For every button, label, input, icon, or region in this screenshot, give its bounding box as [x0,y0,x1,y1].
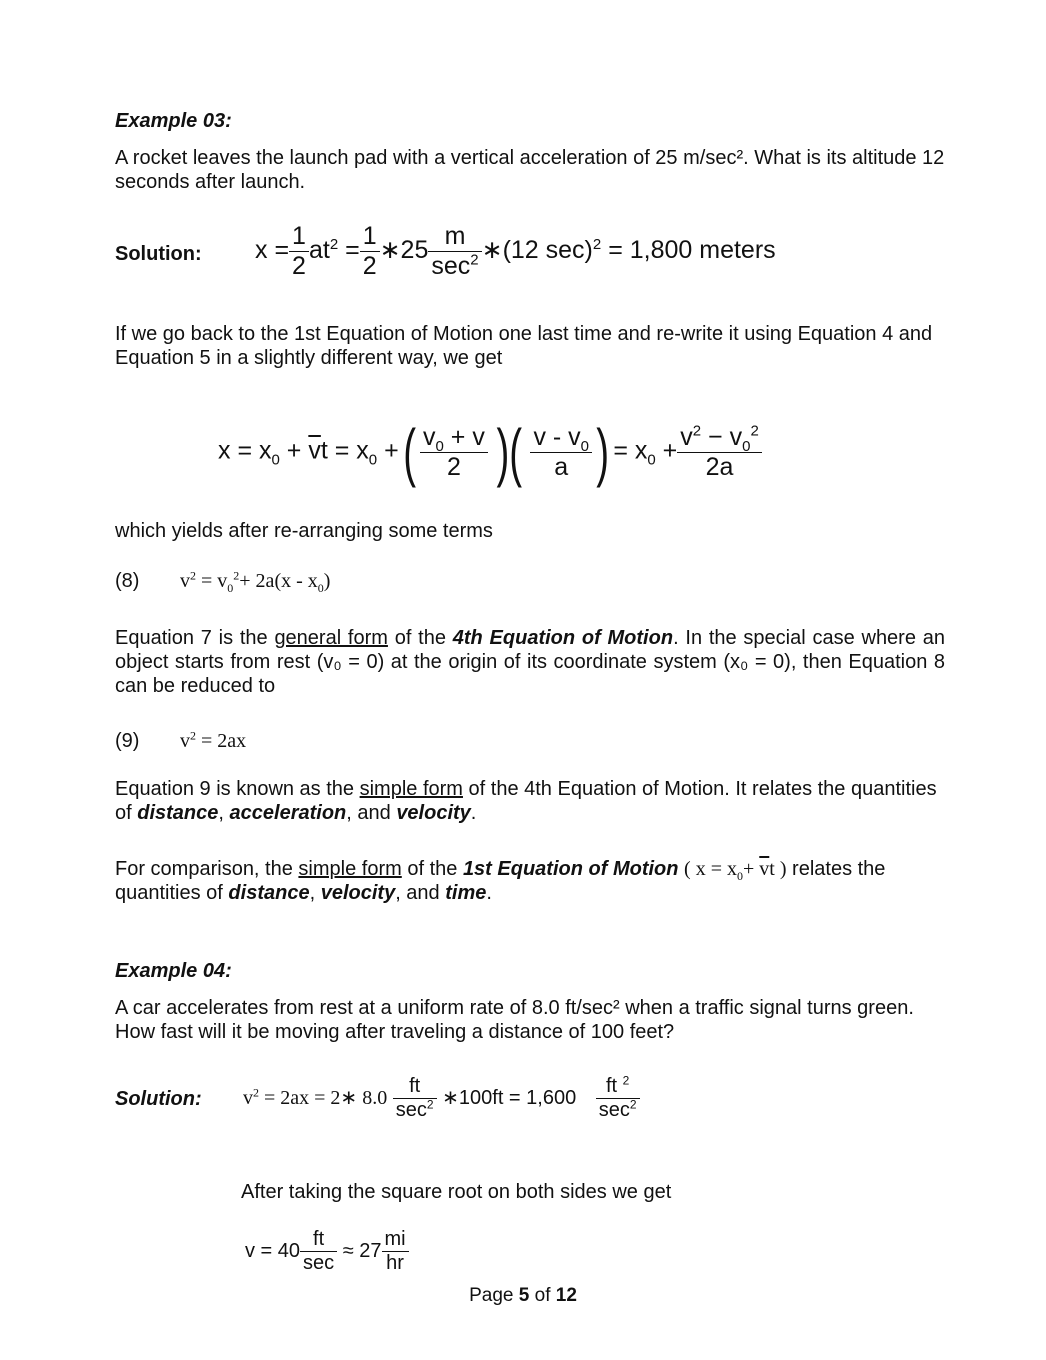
page-footer: Page 5 of 12 [469,1285,577,1306]
eq-8: $v^2 = v_0^2+ 2a(x - x_0)$ [180,568,331,595]
example-03-equation: x = $\frac{1}{2}$ $at^2$ = $\frac{1}{2}$ ∗25 $\frac{m}{\sec^2}$ ∗(12 sec)$^2$ = 1,800 meters [255,222,776,280]
para-general-form: Equation 7 is the general form of the 4th Equation of Motion. In the special case where an object starts from rest (v₀ = 0) at the origin of its coordinate system (x₀ = 0), then Equation 8 can be reduced to [115,627,945,697]
eq-9-label: (9) [115,730,140,752]
derivation-equation: $x = x_0 + \overline{v}t = x_0$ +( $\frac{v_0 + v}{2}$ )( $\frac{v - v_0}{a}$ ) = $x_0$ + $\frac{v^2 - v_0^2}{2a}$ [218,420,762,484]
para-rearranging: which yields after re-arranging some terms [115,520,493,542]
para-1st-equation: If we go back to the 1st Equation of Motion one last time and re-write it using Equation 4 and Equation 5 in a slightly different way, we get [115,323,933,369]
example-03-heading: Example 03: [115,110,232,132]
example-04-heading: Example 04: [115,960,232,982]
eq-8-label: (8) [115,570,140,592]
example-03-solution-label: Solution: [115,243,202,265]
example-04-result-equation: v = 40 $\frac{ft}{\sec}$ ≈ 27 $\frac{mi}{hr}$ [245,1228,409,1275]
example-04-solution-label: Solution: [115,1088,202,1110]
example-03-problem: A rocket leaves the launch pad with a vertical acceleration of 25 m/sec². What is its altitude 12 seconds after launch. [115,147,945,193]
example-04-problem: A car accelerates from rest at a uniform rate of 8.0 ft/sec² when a traffic signal turns green. How fast will it be moving after traveling a distance of 100 feet? [115,997,914,1043]
para-simple-form: Equation 9 is known as the simple form of the 4th Equation of Motion. It relates the quantities of distance, acceleration, and velocity. [115,778,937,824]
example-04-after-text: After taking the square root on both sides we get [241,1181,672,1203]
para-comparison: For comparison, the simple form of the 1st Equation of Motion ( $x = x_0+ \overline{v}t$ ) relates the quantities of distance, velocity, and time. [115,858,886,904]
eq-9: $v^2 = 2ax$ [180,728,247,752]
example-04-equation: $v^2 = 2ax$ = 2∗ 8.0 $\frac{ft}{\sec^2}$ ∗100ft = 1,600 $\frac{ft ^2}{\sec^2}$ [243,1075,640,1122]
example-03-result: = 1,800 meters [608,236,776,265]
